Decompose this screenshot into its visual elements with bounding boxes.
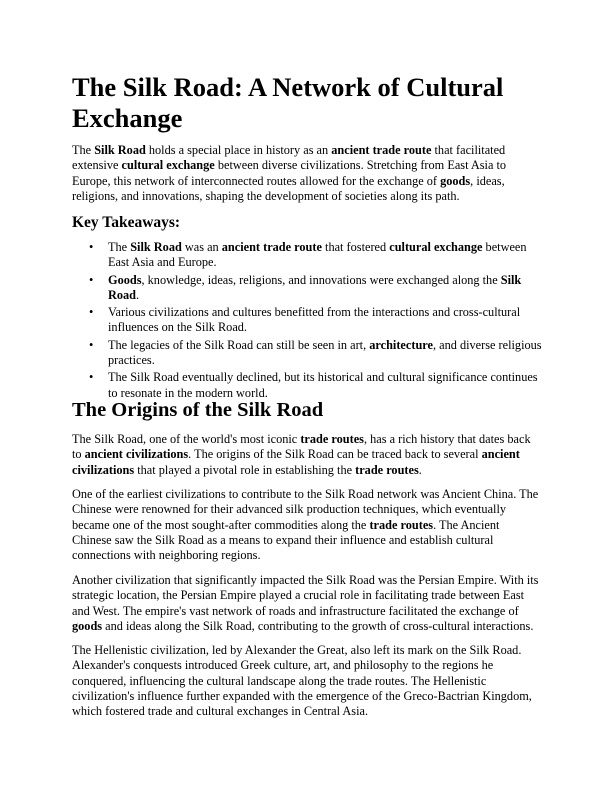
bullet-icon: • — [89, 240, 94, 254]
takeaways-list — [72, 240, 542, 403]
bold-term: Silk Road — [94, 143, 146, 157]
bullet-icon: • — [89, 370, 94, 385]
bold-term: ancient trade route — [221, 240, 322, 254]
document-title: The Silk Road: A Network of Cultural Exchange — [72, 72, 504, 133]
body-paragraph: The Hellenistic civilization, led by Alexander the Great, also left its mark on the Silk Road. Alexander's conquests introduced Greek culture, art, and philosophy to the regions he conquered, influencing the cultural landscape along the trade routes. The Hellenistic civilization's influence further expanded with the emergence of the Greco-Bactrian Kingdom, which fostered trade and cultural exchanges in Central Asia. — [72, 643, 532, 719]
bold-term: Silk Road — [130, 240, 182, 254]
bold-term: architecture — [369, 337, 433, 352]
bullet-icon: • — [89, 337, 94, 352]
bold-term: cultural exchange — [121, 158, 215, 173]
bold-term: cultural exchange — [389, 240, 483, 254]
intro-paragraph: The Silk Road holds a special place in history as an ancient trade route that facilitated extensive cultural exchange between diverse civilizations. Stretching from East Asia to Europe, this network of interconnected routes allowed for the exchange of goods, ideas, religions, and innovations, shaping the development of societies along its path. — [72, 143, 507, 203]
list-item: • Goods, knowledge, ideas, religions, and innovations were exchanged along the Silk Road. — [89, 272, 522, 302]
bullet-icon: • — [89, 272, 94, 287]
bold-term: trade routes — [355, 462, 419, 477]
section-heading: The Origins of the Silk Road — [72, 399, 324, 421]
body-paragraph: The Silk Road, one of the world's most iconic trade routes, has a rich history that dates back to ancient civilizations. The origins of the Silk Road can be traced back to several ancient civilizations that played a pivotal role in establishing the trade routes. — [72, 432, 531, 477]
bold-term: ancient civilizations — [72, 447, 520, 477]
list-item: • The Silk Road eventually declined, but its historical and cultural significance continues to resonate in the modern world. — [89, 370, 538, 400]
bold-term: Silk Road — [108, 272, 522, 302]
body-paragraph: Another civilization that significantly impacted the Silk Road was the Persian Empire. With its strategic location, the Persian Empire played a crucial role in facilitating trade between East and West. The empire's vast network of roads and infrastructure facilitated the exchange of goods and ideas along the Silk Road, contributing to the growth of cross-cultural interactions. — [72, 573, 539, 633]
bullet-icon: • — [89, 305, 94, 320]
bold-term: goods — [72, 618, 103, 633]
list-item: • Various civilizations and cultures benefitted from the interactions and cross-cultural influences on the Silk Road. — [89, 305, 521, 335]
key-takeaways-heading: Key Takeaways: — [72, 214, 181, 231]
bold-term: Goods — [108, 272, 142, 287]
bold-term: trade routes — [369, 517, 434, 532]
body-paragraph: One of the earliest civilizations to contribute to the Silk Road network was Ancient China. The Chinese were renowned for their advanced silk production techniques, which eventually became one of the most sought-after commodities along the trade routes. The Ancient Chinese saw the Silk Road as a means to expand their influence and establish cultural connections with neighboring regions. — [72, 487, 539, 563]
bold-term: goods — [440, 173, 471, 188]
bold-term: trade routes — [300, 432, 364, 446]
bold-term: ancient trade route — [331, 143, 432, 157]
list-item: • The Silk Road was an ancient trade route that fostered cultural exchange between East Asia and Europe. — [89, 240, 527, 270]
bold-term: ancient civilizations — [84, 447, 189, 462]
list-item: • The legacies of the Silk Road can still be seen in art, architecture, and diverse religious practices. — [89, 337, 542, 368]
